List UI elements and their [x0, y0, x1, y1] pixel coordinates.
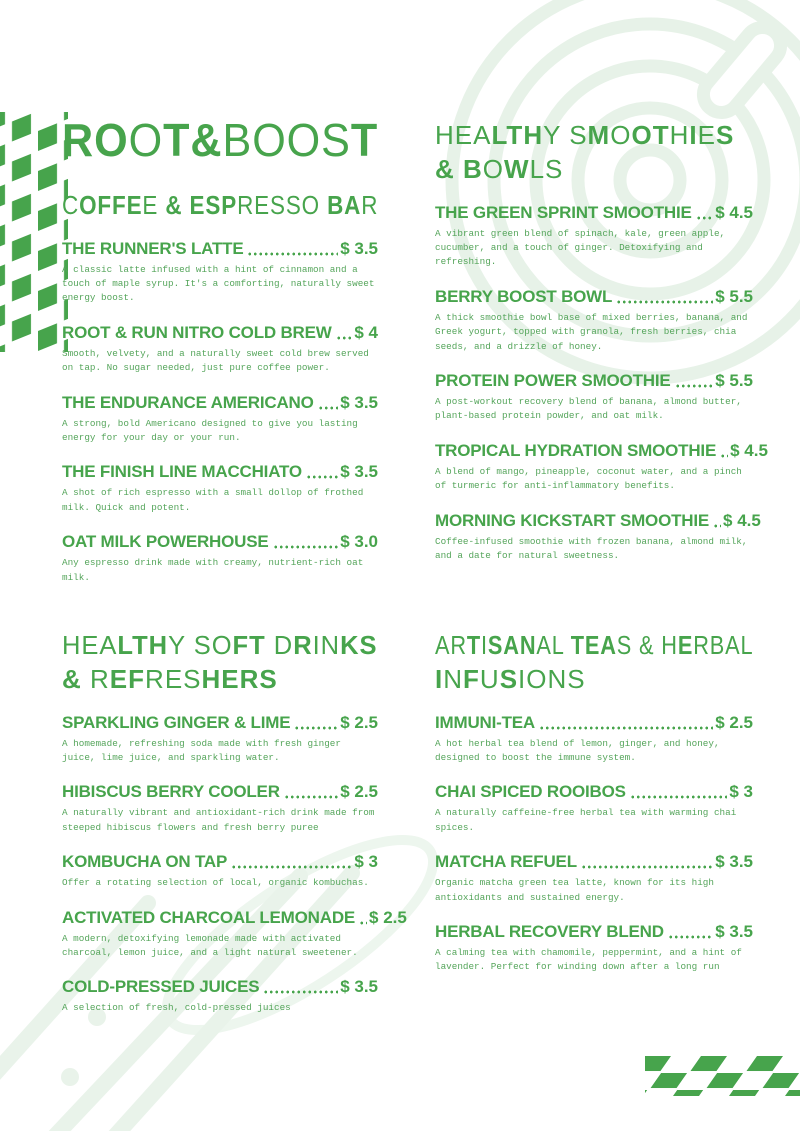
section-heading-line: HEALTHY SMOOTHIES — [435, 120, 735, 150]
dot-leader — [616, 300, 713, 304]
dot-leader — [539, 726, 713, 730]
item-description: A naturally caffeine-free herbal tea with warming chai spices. — [435, 807, 737, 833]
item-row — [62, 323, 378, 343]
item-row — [435, 440, 768, 461]
item-name: MORNING KICKSTART SMOOTHIE — [435, 510, 710, 530]
item-description: A calming tea with chamomile, peppermint, and a hint of lavender. Perfect for winding down after a long run — [435, 947, 742, 973]
dot-leader — [668, 935, 713, 939]
checkered-flag-left-decoration — [0, 112, 68, 352]
item-price: $ 5.5 — [715, 371, 753, 391]
dot-leader — [263, 990, 338, 994]
item-description: A selection of fresh, cold-pressed juices — [62, 1002, 291, 1014]
menu-items — [62, 712, 407, 1016]
item-name: CHAI SPICED ROOIBOS — [435, 782, 626, 802]
item-price: $ 4.5 — [723, 510, 761, 530]
dot-leader — [306, 475, 338, 479]
dot-leader — [720, 454, 728, 458]
item-row — [62, 239, 378, 259]
item-row — [62, 782, 378, 802]
item-price: $ 4 — [354, 322, 378, 342]
item-price: $ 3 — [354, 852, 378, 872]
section-artisanal-teas — [435, 628, 753, 975]
section-heading — [62, 628, 378, 697]
item-price: $ 2.5 — [715, 712, 753, 732]
item-row — [435, 713, 753, 733]
item-row — [435, 782, 753, 802]
item-price: $ 3.5 — [715, 852, 753, 872]
item-price: $ 3.5 — [340, 977, 378, 997]
item-name: OAT MILK POWERHOUSE — [62, 532, 269, 552]
item-row — [62, 977, 378, 997]
dot-leader — [581, 865, 713, 869]
item-name: SPARKLING GINGER & LIME — [62, 712, 291, 732]
menu-item — [62, 907, 407, 961]
item-name: THE ENDURANCE AMERICANO — [62, 392, 314, 412]
item-price: $ 4.5 — [730, 440, 768, 460]
item-row — [62, 393, 378, 413]
section-healthy-soft-drinks — [62, 628, 407, 1016]
menu-item — [435, 922, 753, 975]
item-row — [62, 462, 378, 482]
item-description: A post-workout recovery blend of banana, almond butter, plant-based protein powder, and oat milk. — [435, 396, 742, 422]
item-name: THE GREEN SPRINT SMOOTHIE — [435, 202, 692, 222]
item-name: TROPICAL HYDRATION SMOOTHIE — [435, 440, 717, 460]
item-row — [62, 713, 378, 733]
menu-item — [435, 713, 753, 766]
item-price: $ 3.5 — [340, 392, 378, 412]
item-description: A homemade, refreshing soda made with fresh ginger juice, lime juice, and sparkling water. — [62, 737, 341, 764]
item-name: HERBAL RECOVERY BLEND — [435, 922, 664, 942]
item-name: ACTIVATED CHARCOAL LEMONADE — [62, 907, 356, 927]
item-description: A hot herbal tea blend of lemon, ginger, and honey, designed to boost the immune system. — [435, 737, 720, 764]
item-name: MATCHA REFUEL — [435, 852, 577, 872]
item-name: KOMBUCHA ON TAP — [62, 852, 228, 872]
item-description: Smooth, velvety, and a naturally sweet cold brew served on tap. No sugar needed, just pure coffee power. — [62, 347, 369, 374]
item-description: A vibrant green blend of spinach, kale, green apple, cucumber, and a touch of ginger. Detoxifying and refreshing. — [435, 227, 726, 268]
item-price: $ 5.5 — [715, 286, 753, 306]
dot-leader — [294, 726, 338, 730]
item-price: $ 2.5 — [340, 712, 378, 732]
dot-leader — [247, 252, 338, 256]
dot-leader — [630, 795, 728, 799]
item-description: A strong, bold Americano designed to give you lasting energy for your day or your run. — [62, 417, 358, 444]
checkered-flag-bottom-right-decoration — [645, 1056, 800, 1096]
section-heading-line: ARTISANAL TEAS & HERBAL — [435, 630, 754, 660]
item-name: COLD-PRESSED JUICES — [62, 977, 260, 997]
dot-leader — [284, 795, 338, 799]
dot-leader — [318, 406, 339, 410]
item-description: Coffee-infused smoothie with frozen banana, almond milk, and a date for natural sweetness. — [435, 535, 748, 562]
dot-leader — [336, 336, 353, 340]
menu-item — [435, 203, 753, 270]
menu-items — [435, 713, 753, 975]
item-description: A modern, detoxifying lemonade made with activated charcoal, lemon juice, and a light natural sweetener. — [62, 932, 358, 959]
item-name: THE RUNNER'S LATTE — [62, 238, 244, 258]
menu-item — [62, 323, 378, 376]
item-row — [435, 203, 753, 223]
section-heading-line: HEALTHY SOFT DRINKS — [62, 630, 378, 660]
item-price: $ 3 — [729, 782, 753, 802]
menu-item — [435, 782, 753, 835]
section-heading — [435, 118, 753, 187]
column-bottom-left — [62, 628, 407, 1033]
item-name: PROTEIN POWER SMOOTHIE — [435, 371, 671, 391]
menu-item — [62, 782, 378, 835]
menu-item — [62, 462, 378, 515]
item-price: $ 3.5 — [340, 238, 378, 258]
section-heading-line: INFUSIONS — [435, 664, 586, 695]
column-top-left — [62, 116, 378, 602]
item-price: $ 2.5 — [369, 907, 407, 927]
menu-items — [62, 239, 378, 585]
item-price: $ 2.5 — [340, 782, 378, 802]
menu-item — [62, 977, 378, 1015]
menu-item — [62, 393, 378, 446]
dot-leader — [696, 216, 714, 220]
item-name: BERRY BOOST BOWL — [435, 286, 613, 306]
item-price: $ 4.5 — [715, 202, 753, 222]
section-heading-line: & REFRESHERS — [62, 664, 278, 695]
item-row — [435, 371, 753, 391]
item-row — [435, 287, 753, 307]
dot-leader — [713, 524, 721, 528]
column-top-right — [435, 118, 768, 581]
item-price: $ 3.5 — [340, 462, 378, 482]
dot-leader — [359, 921, 367, 925]
section-healthy-smoothies-bowls — [435, 118, 768, 564]
item-name: ROOT & RUN NITRO COLD BREW — [62, 322, 332, 342]
item-description: A shot of rich espresso with a small dollop of frothed milk. Quick and potent. — [62, 487, 364, 513]
item-description: A blend of mango, pineapple, coconut water, and a pinch of turmeric for anti-inflammatory benefits. — [435, 465, 742, 492]
dot-leader — [675, 384, 714, 388]
item-name: IMMUNI-TEA — [435, 712, 535, 732]
menu-item — [435, 852, 753, 905]
item-description: Offer a rotating selection of local, organic kombuchas. — [62, 877, 369, 889]
item-row — [62, 532, 378, 552]
item-row — [435, 852, 753, 872]
section-heading-line: & BOWLS — [435, 154, 564, 185]
brand-title: ROOT&BOOST — [62, 114, 379, 166]
menu-item — [435, 287, 753, 354]
item-row — [435, 510, 761, 531]
menu-item — [62, 852, 378, 890]
item-name: HIBISCUS BERRY COOLER — [62, 782, 280, 802]
item-description: A classic latte infused with a hint of cinnamon and a touch of maple syrup. It's a comforting, naturally sweet energy boost. — [62, 263, 375, 304]
menu-item — [62, 532, 378, 585]
section-heading — [435, 628, 753, 697]
menu-item — [435, 510, 761, 564]
column-bottom-right — [435, 628, 753, 992]
item-name: THE FINISH LINE MACCHIATO — [62, 462, 302, 482]
menu-item — [435, 440, 768, 494]
item-description: Organic matcha green tea latte, known for its high antioxidants and sustained energy. — [435, 877, 714, 903]
item-row — [62, 907, 407, 928]
item-description: A naturally vibrant and antioxidant-rich drink made from steeped hibiscus flowers and fresh berry puree — [62, 807, 375, 833]
dot-leader — [231, 865, 352, 869]
item-description: A thick smoothie bowl base of mixed berries, banana, and Greek yogurt, topped with granola, fresh berries, chia seeds, and a drizzle of honey. — [435, 311, 748, 352]
dot-leader — [273, 545, 339, 549]
item-row — [62, 852, 378, 872]
section-heading — [62, 188, 378, 222]
menu-items — [435, 202, 768, 564]
menu-item — [62, 239, 378, 306]
item-row — [435, 922, 753, 942]
section-heading-line: COFFEE & ESPRESSO BAR — [62, 190, 379, 221]
item-description: Any espresso drink made with creamy, nutrient-rich oat milk. — [62, 557, 364, 583]
item-price: $ 3.0 — [340, 532, 378, 552]
section-coffee-espresso-bar — [62, 188, 378, 585]
item-price: $ 3.5 — [715, 922, 753, 942]
menu-item — [435, 371, 753, 424]
menu-item — [62, 713, 378, 766]
